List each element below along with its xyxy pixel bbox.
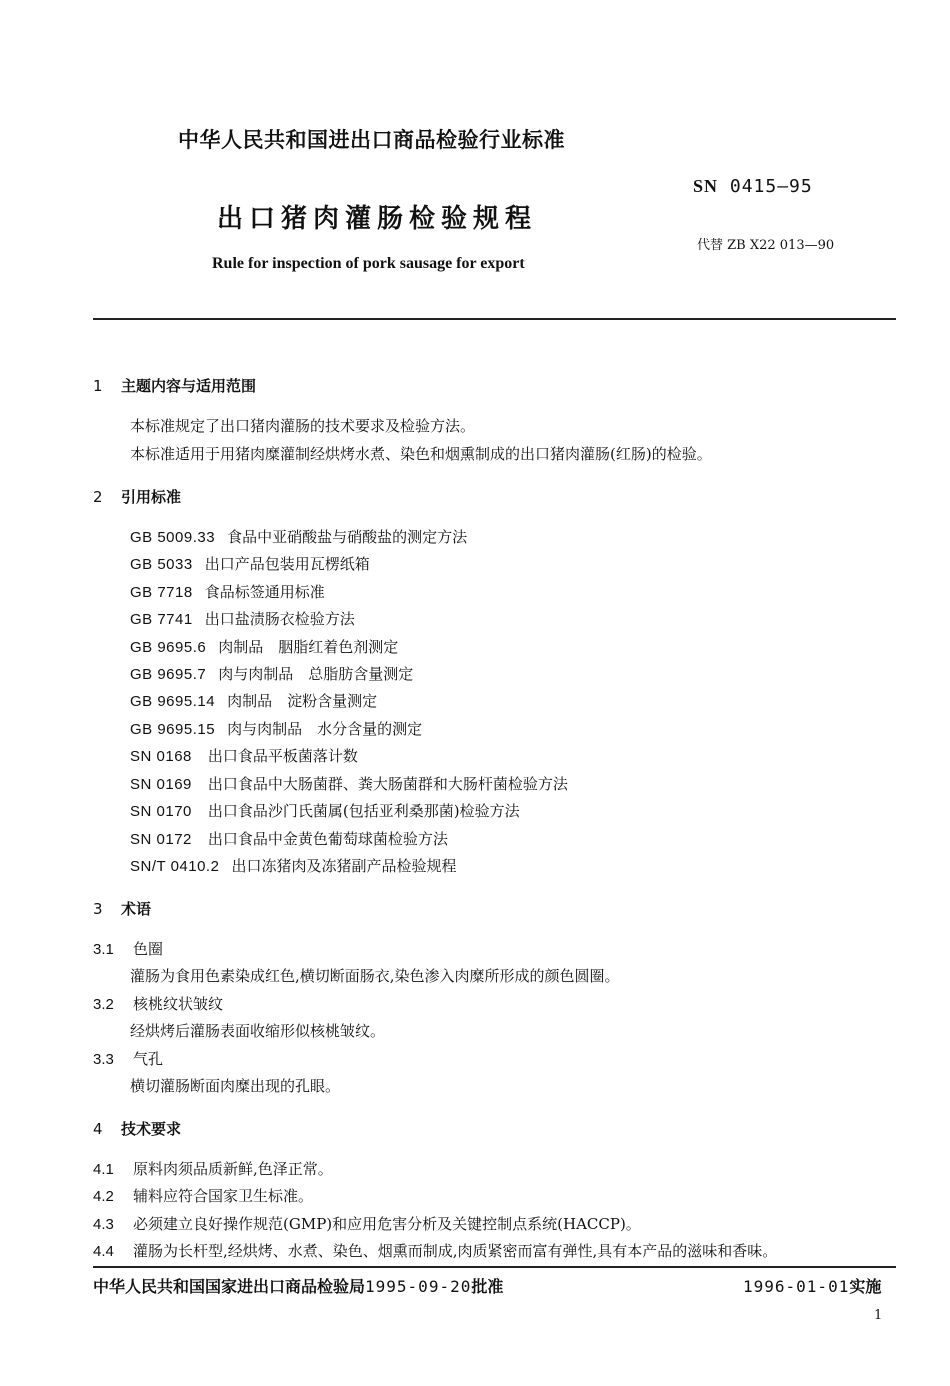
reference-code: GB 5009.33 <box>130 529 216 546</box>
reference-title: 食品标签通用标准 <box>204 583 325 601</box>
reference-item <box>130 745 358 766</box>
term-heading <box>93 1048 163 1069</box>
section-title: 主题内容与适用范围 <box>121 377 257 395</box>
paragraph: 本标准规定了出口猪肉灌肠的技术要求及检验方法。 <box>130 417 476 435</box>
section-title: 术语 <box>121 900 152 918</box>
section-number: 2 <box>93 488 103 506</box>
section-number: 3 <box>93 900 103 918</box>
reference-title: 出口食品沙门氏菌属(包括亚利桑那菌)检验方法 <box>207 802 520 820</box>
standard-prefix: SN <box>693 176 719 196</box>
reference-item <box>130 663 413 684</box>
implementation-date: 1996-01-01 <box>743 1277 850 1296</box>
page-number: 1 <box>874 1308 883 1323</box>
section-3-heading <box>93 898 151 919</box>
requirement-text: 原料肉须品质新鲜,色泽正常。 <box>133 1160 333 1178</box>
reference-code: GB 9695.14 <box>130 693 216 710</box>
term-heading <box>93 938 163 959</box>
section-1-heading <box>93 375 256 396</box>
reference-title: 出口食品平板菌落计数 <box>207 747 358 765</box>
approval-line <box>93 1274 503 1297</box>
requirement-number: 4.2 <box>93 1188 114 1205</box>
reference-title: 肉制品 胭脂红着色剂测定 <box>218 638 399 656</box>
reference-title: 食品中亚硝酸盐与硝酸盐的测定方法 <box>227 528 468 546</box>
requirement-item <box>93 1185 313 1206</box>
term-definition: 横切灌肠断面肉糜出现的孔眼。 <box>130 1077 341 1095</box>
requirement-item <box>93 1213 641 1234</box>
reference-title: 肉制品 淀粉含量测定 <box>227 692 378 710</box>
document-title-en: Rule for inspection of pork sausage for export <box>212 255 525 272</box>
term-heading <box>93 993 223 1014</box>
reference-code: GB 9695.7 <box>130 666 207 683</box>
reference-code: GB 7718 <box>130 584 193 601</box>
term-definition: 灌肠为食用色素染成红色,横切断面肠衣,染色渗入肉糜所形成的颜色圆圈。 <box>130 967 620 985</box>
document-title-cn: 出口猪肉灌肠检验规程 <box>217 204 538 234</box>
footer-divider <box>93 1266 896 1268</box>
standard-code: 0415—95 <box>729 176 813 197</box>
reference-code: SN 0169 <box>130 776 192 793</box>
term-name: 核桃纹状皱纹 <box>133 995 224 1013</box>
reference-item <box>130 690 377 711</box>
term-number: 3.1 <box>93 941 114 958</box>
reference-title: 出口冻猪肉及冻猪副产品检验规程 <box>231 857 457 875</box>
reference-item <box>130 526 467 547</box>
reference-code: GB 7741 <box>130 611 193 628</box>
term-number: 3.3 <box>93 1051 114 1068</box>
reference-item <box>130 608 355 629</box>
requirement-item <box>93 1158 333 1179</box>
reference-title: 出口产品包装用瓦楞纸箱 <box>204 555 370 573</box>
requirement-item <box>93 1240 777 1261</box>
reference-code: SN 0170 <box>130 803 192 820</box>
reference-title: 出口盐渍肠衣检验方法 <box>204 610 355 628</box>
reference-code: SN 0168 <box>130 748 192 765</box>
reference-code: GB 9695.15 <box>130 721 216 738</box>
requirement-text: 灌肠为长杆型,经烘烤、水煮、染色、烟熏而制成,肉质紧密而富有弹性,具有本产品的滋味和香味。 <box>133 1242 778 1260</box>
reference-item <box>130 855 456 876</box>
term-name: 色圈 <box>133 940 164 958</box>
approver: 中华人民共和国国家进出口商品检验局 <box>93 1277 366 1296</box>
paragraph: 本标准适用于用猪肉糜灌制经烘烤水煮、染色和烟熏制成的出口猪肉灌肠(红肠)的检验。 <box>130 445 712 463</box>
reference-title: 出口食品中大肠菌群、粪大肠菌群和大肠杆菌检验方法 <box>207 775 568 793</box>
section-number: 1 <box>93 377 103 395</box>
reference-title: 肉与肉制品 总脂肪含量测定 <box>218 665 414 683</box>
section-4-heading <box>93 1118 181 1139</box>
standard-number <box>693 176 813 197</box>
term-definition: 经烘烤后灌肠表面收缩形似核桃皱纹。 <box>130 1022 386 1040</box>
term-number: 3.2 <box>93 996 114 1013</box>
reference-item <box>130 800 520 821</box>
implementation-line <box>743 1274 881 1297</box>
term-name: 气孔 <box>133 1050 164 1068</box>
reference-item <box>130 636 398 657</box>
reference-item <box>130 773 568 794</box>
reference-title: 出口食品中金黄色葡萄球菌检验方法 <box>207 830 448 848</box>
requirement-text: 辅料应符合国家卫生标准。 <box>133 1187 314 1205</box>
section-number: 4 <box>93 1120 103 1138</box>
reference-title: 肉与肉制品 水分含量的测定 <box>227 720 423 738</box>
reference-item <box>130 553 370 574</box>
replaces-standard: 代替 ZB X22 013—90 <box>697 238 835 253</box>
implementation-suffix: 实施 <box>849 1277 882 1296</box>
header-divider <box>93 318 896 320</box>
reference-item <box>130 718 422 739</box>
reference-code: GB 9695.6 <box>130 639 207 656</box>
requirement-number: 4.3 <box>93 1216 114 1233</box>
reference-code: SN 0172 <box>130 831 192 848</box>
section-title: 引用标准 <box>121 488 182 506</box>
requirement-number: 4.4 <box>93 1243 114 1260</box>
reference-code: GB 5033 <box>130 556 193 573</box>
reference-item <box>130 581 325 602</box>
approval-suffix: 批准 <box>471 1277 504 1296</box>
reference-code: SN/T 0410.2 <box>130 858 220 875</box>
industry-standard-heading: 中华人民共和国进出口商品检验行业标准 <box>178 128 565 152</box>
requirement-number: 4.1 <box>93 1161 114 1178</box>
section-title: 技术要求 <box>121 1120 182 1138</box>
approval-date: 1995-09-20 <box>365 1277 472 1296</box>
reference-item <box>130 828 448 849</box>
requirement-text: 必须建立良好操作规范(GMP)和应用危害分析及关键控制点系统(HACCP)。 <box>133 1215 641 1233</box>
section-2-heading <box>93 486 181 507</box>
